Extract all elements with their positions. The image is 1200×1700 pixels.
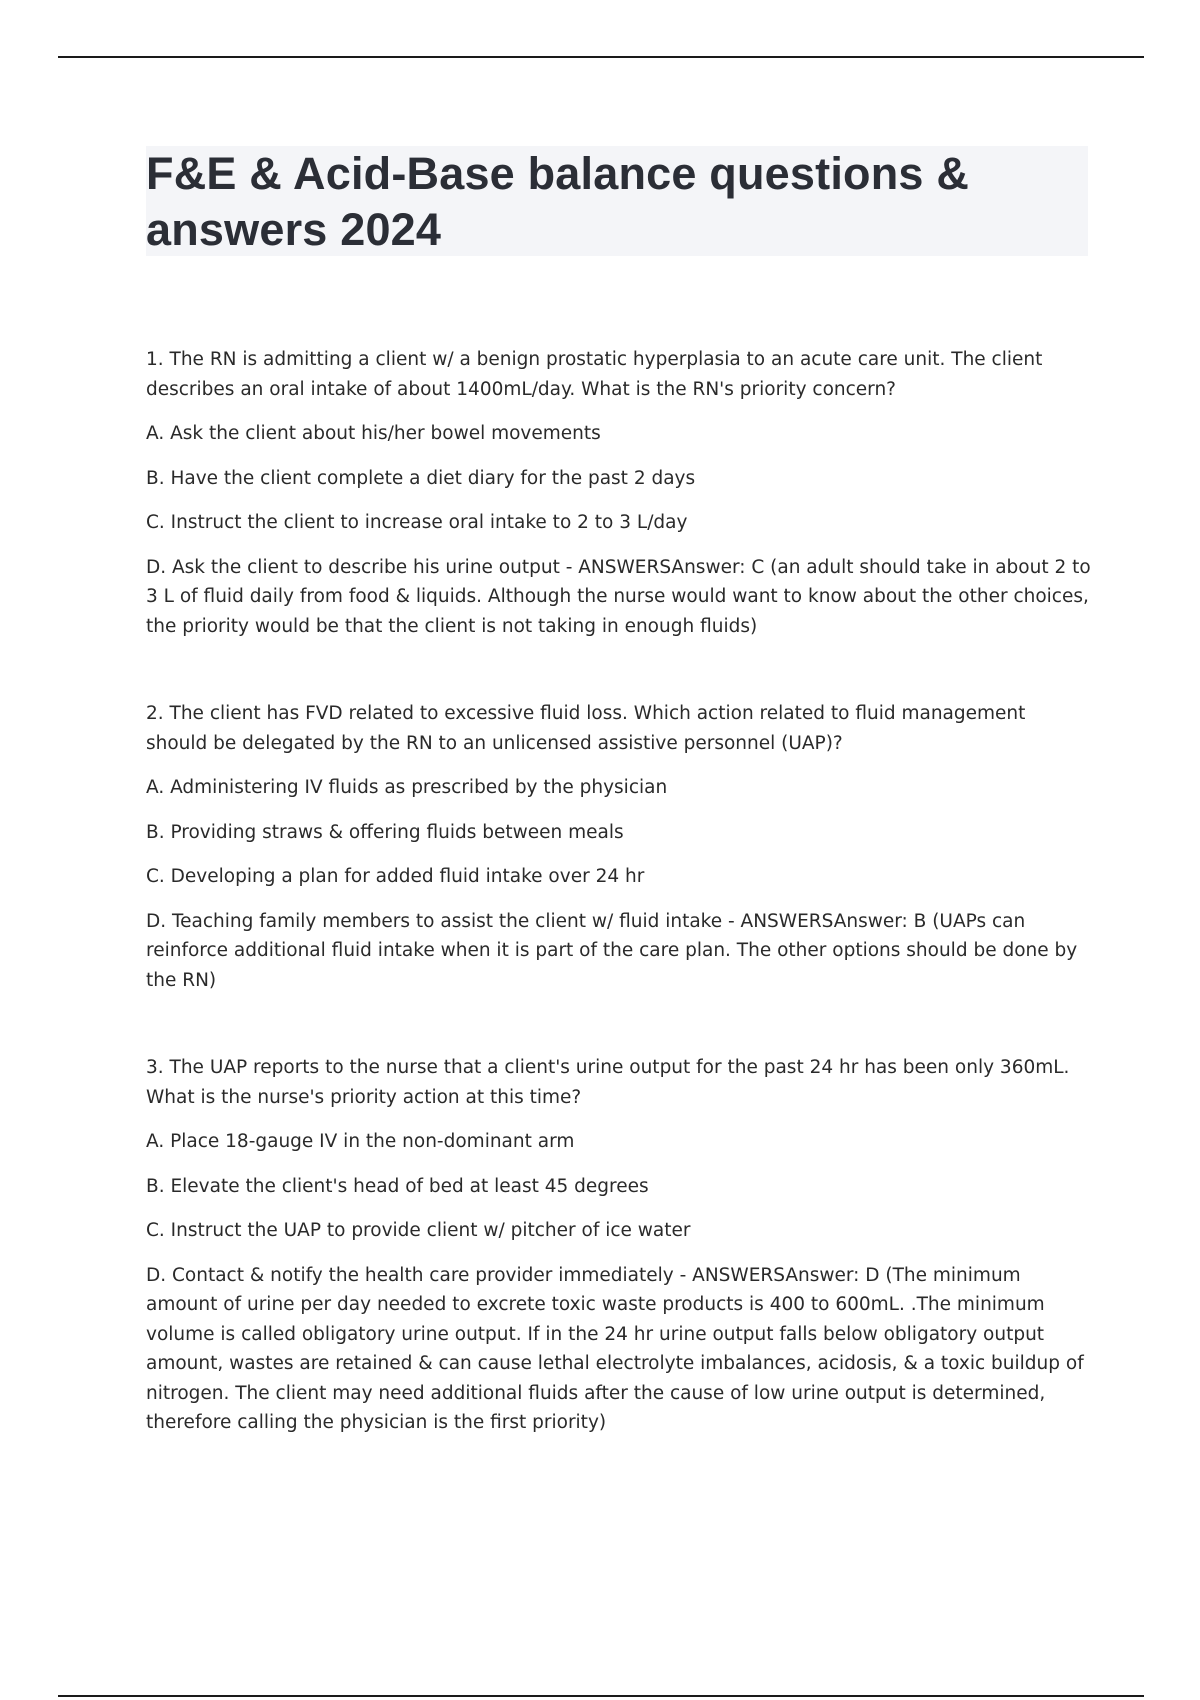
answer-option-d-with-answer: D. Ask the client to describe his urine output - ANSWERSAnswer: C (an adult should take in about 2 to 3 L of fluid daily from food & liquids. Although the nurse would want to know about the other choices, the priority would be that the client is not taking in enough fluids) bbox=[146, 556, 1091, 637]
answer-option-c: C. Instruct the UAP to provide client w/ pitcher of ice water bbox=[146, 1220, 691, 1241]
document-title: F&E & Acid-Base balance questions & answers 2024 bbox=[146, 148, 970, 255]
answer-option-a: A. Administering IV fluids as prescribed by the physician bbox=[146, 777, 668, 798]
answer-option-d-with-answer: D. Contact & notify the health care provider immediately - ANSWERSAnswer: D (The minimum amount of urine per day needed to excrete toxic waste products is 400 to 600mL. .The minimum volume is called obligatory urine output. If in the 24 hr urine output falls below obligatory output amount, wastes are retained & can cause lethal electrolyte imbalances, acidosis, & a toxic buildup of nitrogen. The client may need additional fluids after the cause of low urine output is determined, therefore calling the physician is the first priority) bbox=[146, 1264, 1084, 1433]
answer-option-b: B. Elevate the client's head of bed at least 45 degrees bbox=[146, 1175, 649, 1197]
answer-option-b: B. Have the client complete a diet diary for the past 2 days bbox=[146, 467, 696, 489]
answer-option-b: B. Providing straws & offering fluids between meals bbox=[146, 821, 624, 843]
answer-option-c: C. Developing a plan for added fluid intake over 24 hr bbox=[146, 866, 645, 887]
title-banner bbox=[146, 146, 1088, 256]
bottom-divider bbox=[58, 1695, 1144, 1697]
question-spacer bbox=[146, 641, 1092, 699]
answer-option-c: C. Instruct the client to increase oral intake to 2 to 3 L/day bbox=[146, 512, 688, 533]
top-divider bbox=[58, 56, 1144, 58]
question-list bbox=[146, 345, 1092, 1438]
question-stem: 1. The RN is admitting a client w/ a benign prostatic hyperplasia to an acute care unit. The client describes an oral intake of about 1400mL/day. What is the RN's priority concern? bbox=[146, 349, 1043, 400]
answer-option-d-with-answer: D. Teaching family members to assist the client w/ fluid intake - ANSWERSAnswer: B (UAPs can reinforce additional fluid intake when it is part of the care plan. The other options should be done by the RN) bbox=[146, 910, 1078, 991]
answer-option-a: A. Ask the client about his/her bowel movements bbox=[146, 423, 601, 444]
question-stem: 3. The UAP reports to the nurse that a client's urine output for the past 24 hr has been only 360mL. What is the nurse's priority action at this time? bbox=[146, 1057, 1070, 1108]
question-2 bbox=[146, 699, 1092, 995]
question-3 bbox=[146, 1053, 1092, 1438]
question-1 bbox=[146, 345, 1092, 641]
answer-option-a: A. Place 18-gauge IV in the non-dominant arm bbox=[146, 1131, 575, 1152]
question-spacer bbox=[146, 995, 1092, 1053]
question-stem: 2. The client has FVD related to excessive fluid loss. Which action related to fluid management should be delegated by the RN to an unlicensed assistive personnel (UAP)? bbox=[146, 703, 1026, 754]
